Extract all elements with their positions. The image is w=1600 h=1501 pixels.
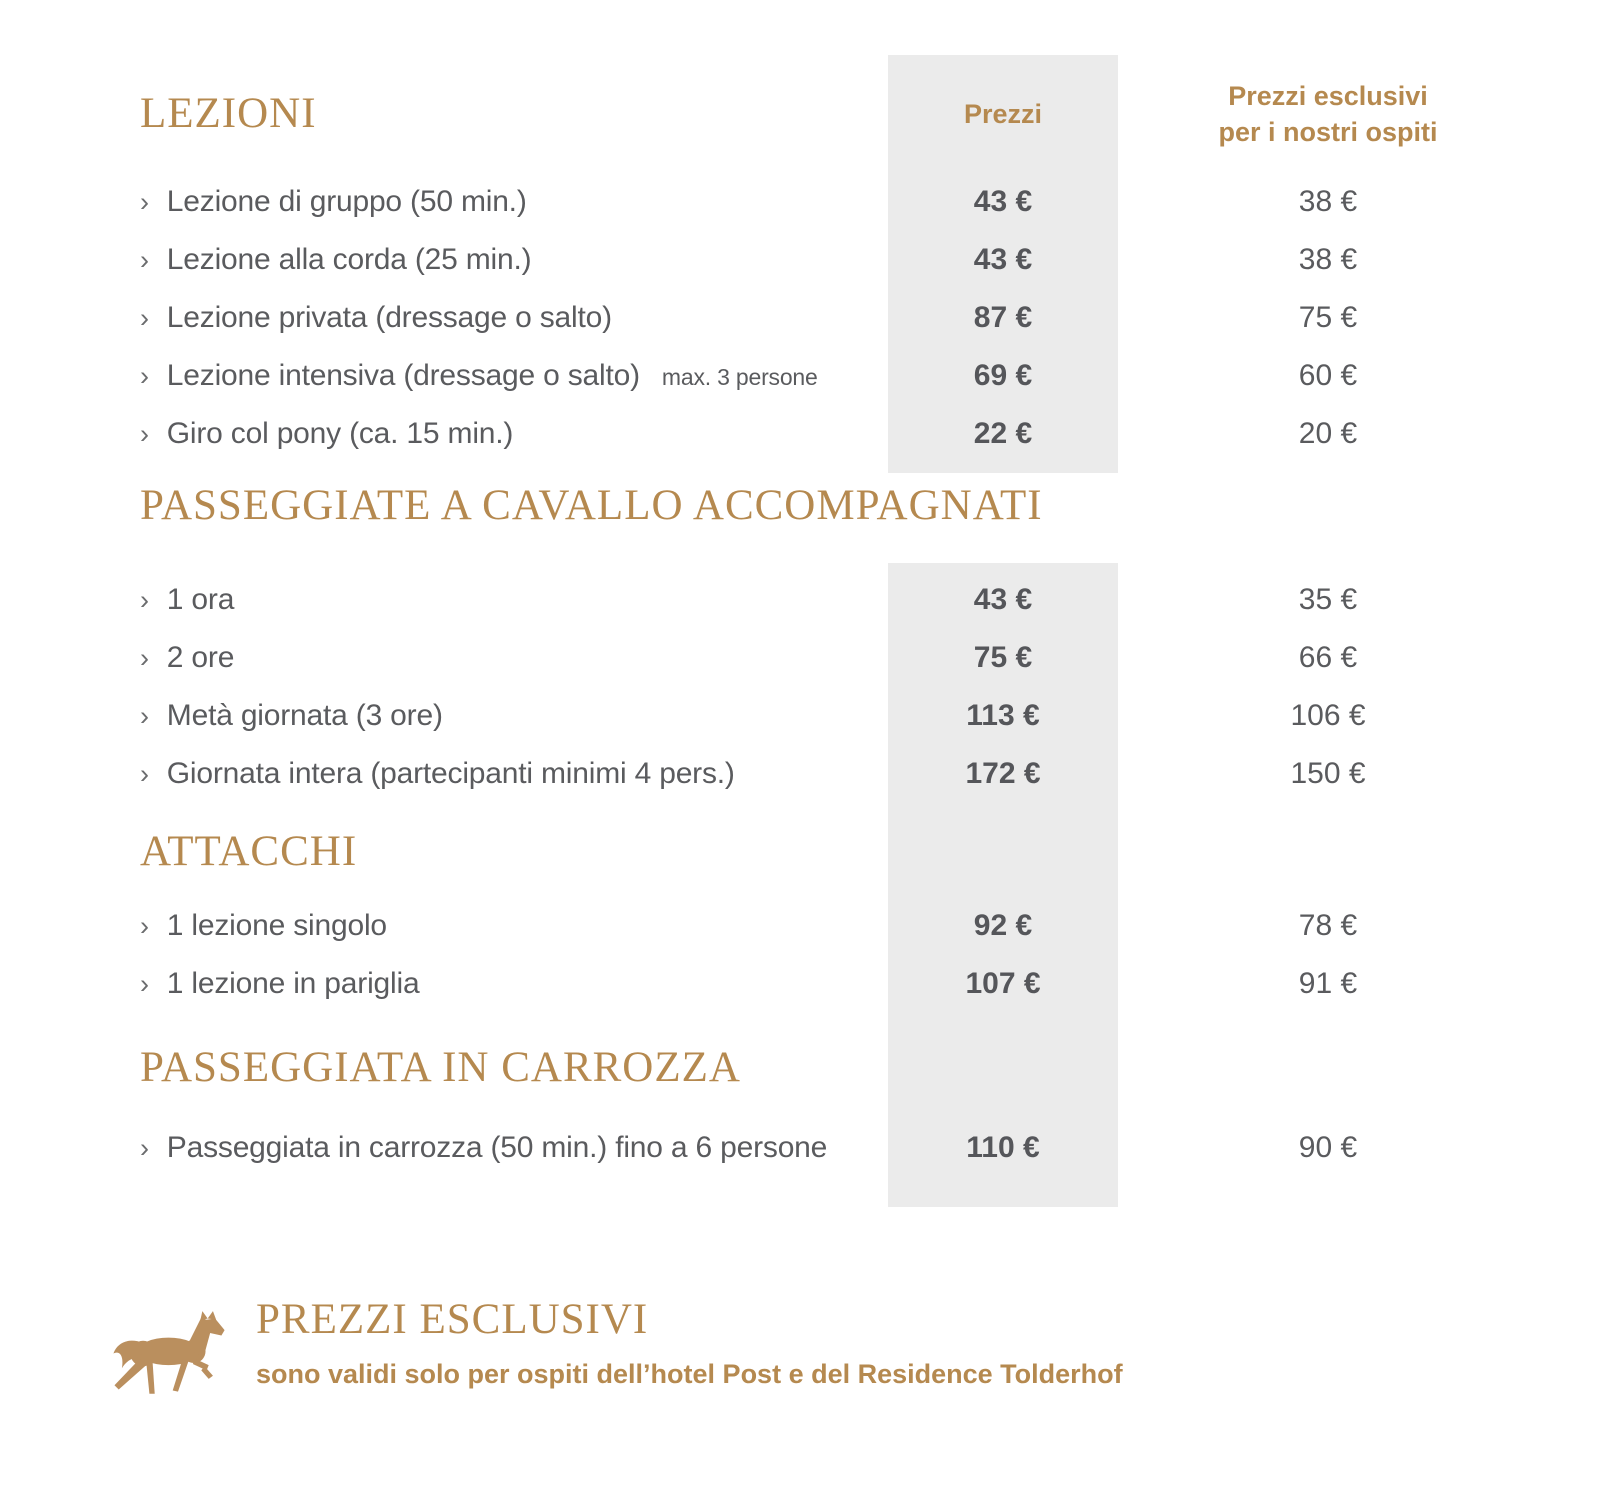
item-label: Giornata intera (partecipanti minimi 4 pers.) (166, 757, 735, 790)
price-standard: 92 € (973, 909, 1033, 942)
price-exclusive: 35 € (1298, 583, 1358, 616)
item-label: 1 lezione singolo (166, 909, 387, 942)
column-header-prezzi-esclusivi (1188, 78, 1468, 151)
table-row (0, 347, 1600, 405)
price-standard: 22 € (973, 417, 1033, 450)
price-standard: 69 € (973, 359, 1033, 392)
item-label: 1 lezione in pariglia (166, 967, 420, 1000)
price-standard: 113 € (966, 699, 1040, 732)
price-standard: 172 € (965, 757, 1041, 790)
column-header-prezzi: Prezzi (963, 98, 1043, 129)
item-label: 1 ora (166, 583, 235, 616)
column-header-line2: per i nostri ospiti (1218, 117, 1438, 147)
table-row (0, 571, 1600, 629)
chevron-bullet-icon: › (140, 643, 149, 673)
chevron-bullet-icon: › (140, 245, 149, 275)
chevron-bullet-icon: › (140, 701, 149, 731)
item-label: Passeggiata in carrozza (50 min.) fino a 6 persone (166, 1131, 828, 1164)
chevron-bullet-icon: › (140, 585, 149, 615)
table-row (0, 231, 1600, 289)
price-standard: 43 € (973, 583, 1033, 616)
price-exclusive: 150 € (1290, 757, 1366, 790)
item-label: Giro col pony (ca. 15 min.) (166, 417, 514, 450)
chevron-bullet-icon: › (140, 969, 149, 999)
legend-title: PREZZI ESCLUSIVI (256, 1296, 649, 1343)
price-exclusive: 66 € (1298, 641, 1358, 674)
table-row (0, 687, 1600, 745)
price-exclusive: 106 € (1290, 699, 1366, 732)
column-header-line1: Prezzi esclusivi (1228, 80, 1428, 111)
legend-subtitle: sono validi solo per ospiti dell’hotel Post e del Residence Tolderhof (256, 1359, 1123, 1389)
price-standard: 43 € (973, 243, 1033, 276)
section-title-lezioni: LEZIONI (140, 90, 317, 137)
exclusive-prices-legend (108, 1295, 1600, 1399)
table-row (0, 289, 1600, 347)
table-row (0, 173, 1600, 231)
chevron-bullet-icon: › (140, 361, 149, 391)
legend-text (256, 1295, 1123, 1390)
price-exclusive: 38 € (1298, 185, 1358, 218)
table-row (0, 405, 1600, 463)
chevron-bullet-icon: › (140, 911, 149, 941)
horse-icon (108, 1309, 230, 1399)
price-exclusive: 91 € (1298, 967, 1358, 1000)
section-title-carrozza: PASSEGGIATA IN CARROZZA (140, 1044, 741, 1091)
item-label: Metà giornata (3 ore) (166, 699, 443, 732)
price-exclusive: 78 € (1298, 909, 1358, 942)
chevron-bullet-icon: › (140, 759, 149, 789)
item-label: Lezione intensiva (dressage o salto) (166, 359, 640, 392)
section-title-attacchi: ATTACCHI (140, 828, 358, 875)
chevron-bullet-icon: › (140, 1133, 149, 1163)
price-exclusive: 20 € (1298, 417, 1358, 450)
chevron-bullet-icon: › (140, 303, 149, 333)
item-label: 2 ore (166, 641, 235, 674)
item-label: Lezione di gruppo (50 min.) (166, 185, 527, 218)
chevron-bullet-icon: › (140, 187, 149, 217)
price-exclusive: 90 € (1298, 1131, 1358, 1164)
price-standard: 110 € (966, 1131, 1040, 1164)
item-label: Lezione alla corda (25 min.) (166, 243, 532, 276)
chevron-bullet-icon: › (140, 419, 149, 449)
price-standard: 75 € (973, 641, 1033, 674)
item-label: Lezione privata (dressage o salto) (166, 301, 612, 334)
table-header-row (0, 55, 1600, 173)
price-standard: 43 € (973, 185, 1033, 218)
price-standard: 107 € (965, 967, 1041, 1000)
table-row (0, 897, 1600, 955)
price-standard: 87 € (973, 301, 1033, 334)
table-row (0, 1119, 1600, 1177)
price-exclusive: 75 € (1298, 301, 1358, 334)
item-note: max. 3 persone (661, 364, 818, 390)
table-row (0, 955, 1600, 1013)
price-exclusive: 60 € (1298, 359, 1358, 392)
table-row (0, 745, 1600, 803)
price-exclusive: 38 € (1298, 243, 1358, 276)
section-title-passeggiate: PASSEGGIATE A CAVALLO ACCOMPAGNATI (140, 482, 1043, 529)
table-row (0, 629, 1600, 687)
